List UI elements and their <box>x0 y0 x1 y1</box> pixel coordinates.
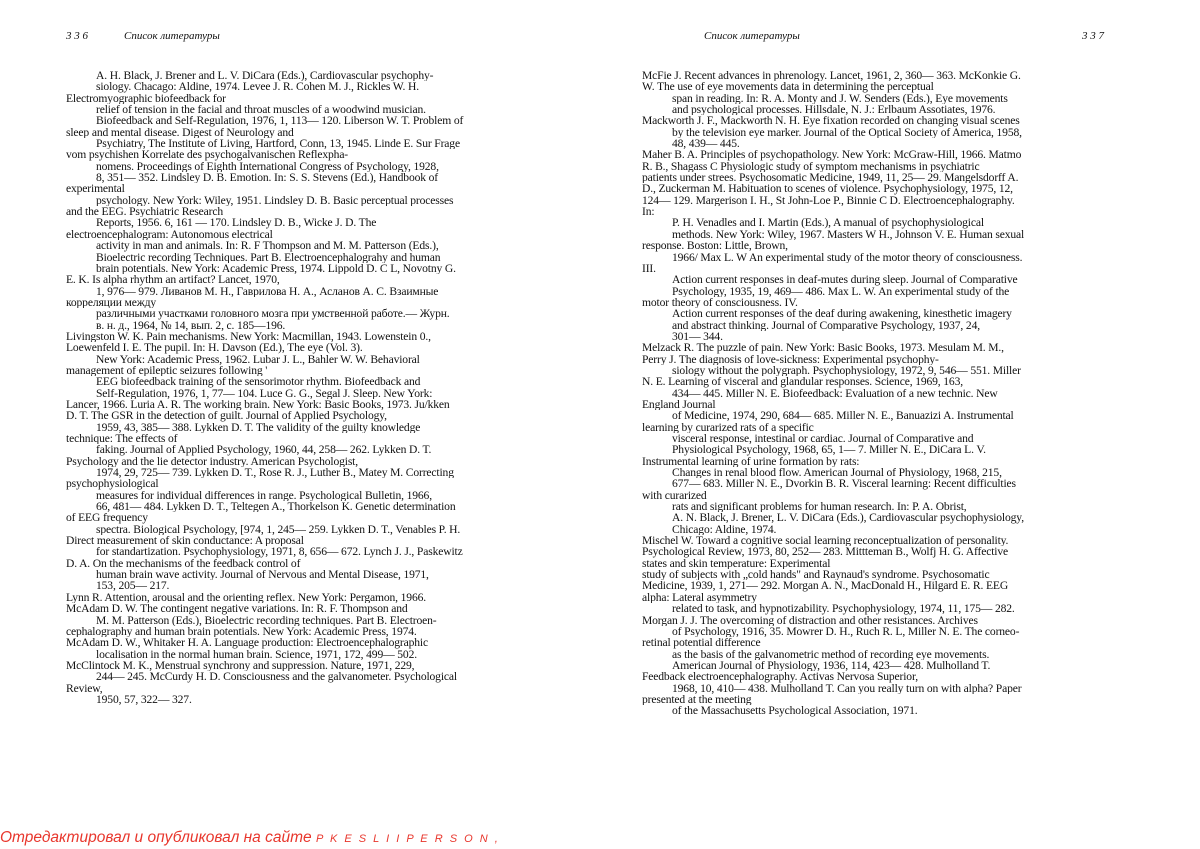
reference-line: Reports, 1956. 6, 161 — 170. Lindsley D. B., Wicke J. D. The <box>96 217 377 229</box>
reference-line: 48, 439— 445. <box>672 138 740 150</box>
reference-line: Electromyographic biofeedback for <box>66 92 226 105</box>
running-head <box>642 30 1104 48</box>
reference-line: Psychiatry, The Institute of Living, Hartford, Conn, 13, 1945. Linde E. Sur Frage <box>96 138 460 150</box>
reference-line: alpha: Lateral asymmetry <box>642 591 757 604</box>
reference-line: EEG biofeedback training of the sensorimotor rhythm. Biofeedback and <box>96 376 421 388</box>
reference-line: response. Boston: Little, Brown, <box>642 240 788 252</box>
reference-line: 124— 129. Margerison I. H., St John-Loe P., Binnie C D. Electroencephalography. <box>642 194 1015 207</box>
reference-line: by the television eye marker. Journal of the Optical Society of America, 1958, <box>672 126 1022 139</box>
reference-line: P. H. Venadles and I. Martin (Eds.), A manual of psychophysiological <box>672 217 984 229</box>
reference-line: R. B., Shagass C Physiologic study of symptom mechanisms in psychiatric <box>642 160 980 173</box>
reference-line: корреляции между <box>66 296 156 309</box>
reference-line: learning by curarized rats of a specific <box>642 421 814 433</box>
reference-line: relief of tension in the facial and throat muscles of a woodwind musician. <box>96 104 426 116</box>
running-head <box>66 30 536 48</box>
reference-line: Review, <box>66 682 103 694</box>
reference-line: Bioelectric recording Techniques. Part B. Electroencephalograhy and human <box>96 251 441 263</box>
reference-line: Melzack R. The puzzle of pain. New York: Basic Books, 1973. Mesulam M. M., <box>642 342 1004 354</box>
reference-line: of Psychology, 1916, 35. Mowrer D. H., Ruch R. L, Miller N. E. The corneo- <box>672 625 1020 638</box>
running-title: Список литературы <box>124 30 220 42</box>
reference-line: of Medicine, 1974, 290, 684— 685. Miller N. E., Banuazizi A. Instrumental <box>672 410 1014 422</box>
running-title: Список литературы <box>704 30 800 42</box>
reference-line: patients under strees. Psychosomatic Medicine, 1949, 11, 25— 29. Mangelsdorff A. <box>642 172 1019 184</box>
reference-line: Action current responses of the deaf during awakening, kinesthetic imagery <box>672 308 1012 320</box>
reference-line: 153, 205— 217. <box>96 580 170 592</box>
reference-line: Mischel W. Toward a cognitive social learning reconceptualization of personality. <box>642 535 1009 547</box>
reference-line: and the EEG. Psychiatric Research <box>66 206 223 218</box>
reference-line: 8, 351— 352. Lindsley D. B. Emotion. In: S. S. Stevens (Ed.), Handbook of <box>96 172 438 184</box>
reference-line: faking. Journal of Applied Psychology, 1960, 44, 258— 262. Lykken D. T. <box>96 444 432 456</box>
reference-line: England Journal <box>642 398 716 411</box>
reference-line: presented at the meeting <box>642 693 752 706</box>
reference-line: vom psychishen Korrelate des psychogalvanischen Reflexpha- <box>66 149 349 161</box>
reference-line: Psychology and the lie detector industry. American Psychologist, <box>66 455 359 468</box>
reference-line: Self-Regulation, 1976, 1, 77— 104. Luce G. G., Segal J. Sleep. New York: <box>96 387 433 399</box>
reference-line: Medicine, 1939, 1, 271— 292. Morgan A. N., MacDonald H., Hilgard E. R. EEG <box>642 580 1009 592</box>
page-number: 3 3 6 <box>66 30 88 42</box>
reference-line: of EEG frequency <box>66 512 148 524</box>
reference-line: D. T. The GSR in the detection of guilt. Journal of Applied Psychology, <box>66 410 387 422</box>
reference-line: 66, 481— 484. Lykken D. T., Teltegen A., Thorkelson K. Genetic determination <box>96 501 456 513</box>
reference-line: E. K. Is alpha rhythm an artifact? Lancet, 1970, <box>66 274 280 286</box>
reference-line: 677— 683. Miller N. E., Dvorkin B. R. Visceral learning: Recent difficulties <box>672 478 1016 490</box>
reference-line: D., Zuckerman M. Habituation to scenes of violence. Psychophysiology, 1975, 12, <box>642 183 1013 195</box>
reference-line: Biofeedback and Self-Regulation, 1976, 1, 113— 120. Liberson W. T. Problem of <box>96 115 464 127</box>
reference-line: measures for individual differences in range. Psychological Bulletin, 1966, <box>96 489 432 502</box>
reference-line: 1974, 29, 725— 739. Lykken D. T., Rose R. J., Luther B., Matey M. Correcting <box>96 467 454 479</box>
reference-line: 1968, 10, 410— 438. Mulholland T. Can you really turn on with alpha? Paper <box>672 682 1022 694</box>
reference-line: technique: The effects of <box>66 433 178 445</box>
reference-line: 1, 976— 979. Ливанов М. Н., Гаврилова Н. А., Асланов А. С. Взаимные <box>96 285 439 297</box>
reference-line: span in reading. In: R. A. Monty and J. W. Senders (Eds.), Eye movements <box>672 92 1008 105</box>
reference-line: Changes in renal blood flow. American Journal of Physiology, 1968, 215, <box>672 467 1002 479</box>
reference-line: spectra. Biological Psychology, [974, 1, 245— 259. Lykken D. T., Venables P. H. <box>96 523 461 536</box>
reference-line: III. <box>642 262 656 275</box>
reference-line: cephalography and human brain potentials. New York: Academic Press, 1974. <box>66 625 417 638</box>
reference-line: human brain wave activity. Journal of Nervous and Mental Disease, 1971, <box>96 569 429 581</box>
reference-line: Mackworth J. F., Mackworth N. H. Eye fixation recorded on changing visual scenes <box>642 115 1020 127</box>
reference-line: в. н. д., 1964, № 14, вып. 2, с. 185—196. <box>96 319 286 331</box>
reference-line: siology without the polygraph. Psychophysiology, 1972, 9, 546— 551. Miller <box>672 364 1021 377</box>
reference-line: Action current responses in deaf-mutes during sleep. Journal of Comparative <box>672 274 1018 286</box>
reference-line: McAdam D. W., Whitaker H. A. Language production: Electroencephalographic <box>66 637 428 649</box>
reference-line: 434— 445. Miller N. E. Biofeedback: Evaluation of a new technic. New <box>672 387 998 399</box>
reference-line: New York: Academic Press, 1962. Lubar J. L., Bahler W. W. Behavioral <box>96 353 420 365</box>
reference-line: D. A. On the mechanisms of the feedback control of <box>66 557 301 570</box>
reference-line: Instrumental learning of urine formation by rats: <box>642 455 860 468</box>
reference-line: In: <box>642 206 655 218</box>
reference-line: siology. Chacago: Aldine, 1974. Levee J. R. Cohen M. J., Rickles W. H. <box>96 81 420 93</box>
reference-line: and psychological processes. Hillsdale, N. J.: Erlbaum Assotiates, 1976. <box>672 104 996 116</box>
reference-line: psychology. New York: Wiley, 1951. Lindsley D. B. Basic perceptual processes <box>96 194 454 207</box>
reference-line: experimental <box>66 183 125 195</box>
reference-line: psychophysiological <box>66 478 159 490</box>
reference-line: Morgan J. J. The overcoming of distraction and other resistances. Archives <box>642 614 978 626</box>
publisher-footer <box>0 829 1200 847</box>
reference-line: различными участками головного мозга при умственной работе.— Журн. <box>96 308 450 320</box>
reference-line: related to task, and hypnotizability. Psychophysiology, 1974, 11, 175— 282. <box>672 603 1015 615</box>
footer-site-name: P K E S L I I P E R S O N , <box>315 833 500 845</box>
reference-line: M. M. Patterson (Eds.), Bioelectric recording techniques. Part B. Electroen- <box>96 614 437 626</box>
reference-line: brain potentials. New York: Academic Press, 1974. Lippold D. C L, Novotny G. <box>96 262 456 275</box>
reference-line: McFie J. Recent advances in phrenology. Lancet, 1961, 2, 360— 363. McKonkie G. <box>642 70 1021 82</box>
reference-line: W. The use of eye movements data in determining the perceptual <box>642 81 934 93</box>
reference-line: McAdam D. W. The contingent negative variations. In: R. F. Thompson and <box>66 603 408 615</box>
reference-line: Loewenfeld I. E. The pupil. In: H. Davson (Ed.), The eye (Vol. 3). <box>66 342 363 354</box>
reference-line: Feedback electroencephalography. Activas Nervosa Superior, <box>642 671 918 683</box>
reference-line: with curarized <box>642 489 707 502</box>
reference-line: nomens. Proceedings of Eighth International Congress of Psychology, 1928, <box>96 160 439 173</box>
reference-line: as the basis of the galvanometric method of recording eye movements. <box>672 648 990 660</box>
reference-line: 244— 245. McCurdy H. D. Consciousness and the galvanometer. Psychological <box>96 671 457 683</box>
page-number: 3 3 7 <box>1082 30 1104 42</box>
reference-list <box>66 70 536 705</box>
reference-line: for standartization. Psychophysiology, 1971, 8, 656— 672. Lynch J. J., Paskewitz <box>96 546 463 558</box>
reference-line: retinal potential difference <box>642 637 761 649</box>
reference-list <box>642 70 1104 717</box>
reference-line: sleep and mental disease. Digest of Neurology and <box>66 126 294 139</box>
reference-line: motor theory of consciousness. IV. <box>642 296 798 309</box>
reference-line: 1959, 43, 385— 388. Lykken D. T. The validity of the guilty knowledge <box>96 421 421 433</box>
reference-line: methods. New York: Wiley, 1967. Masters W H., Johnson V. E. Human sexual <box>672 228 1025 241</box>
reference-line: and abstract thinking. Journal of Comparative Psychology, 1937, 24, <box>672 319 980 331</box>
reference-line: Psychological Review, 1973, 80, 252— 283. Mittteman B., Wolfj H. G. Affective <box>642 546 1008 558</box>
reference-line: McClintock M. K., Menstrual synchrony and suppression. Nature, 1971, 229, <box>66 659 415 672</box>
reference-line: Direct measurement of skin conductance: A proposal <box>66 535 304 547</box>
reference-line: states and skin temperature: Experimental <box>642 557 831 570</box>
reference-line: 1966/ Max L. W An experimental study of the motor theory of consciousness. <box>672 251 1023 263</box>
reference-line: A. N. Black, J. Brener, L. V. DiCara (Eds.), Cardiovascular psychophysiology, <box>672 512 1024 524</box>
reference-line: Lancer, 1966. Luria A. R. The working brain. New York: Basic Books, 1973. Ju/kken <box>66 398 450 411</box>
reference-line: rats and significant problems for human research. In: P. A. Obrist, <box>672 501 967 513</box>
reference-line: management of epileptic seizures following ' <box>66 364 268 377</box>
reference-line: localisation in the normal human brain. Science, 1971, 172, 499— 502. <box>96 648 417 660</box>
reference-line: Perry J. The diagnosis of love-sickness: Experimental psychophy- <box>642 353 939 365</box>
reference-line: visceral response, intestinal or cardiac. Journal of Comparative and <box>672 433 974 445</box>
reference-line: electroencephalogram: Autonomous electrical <box>66 228 273 241</box>
reference-line: Livingston W. K. Pain mechanisms. New York: Macmillan, 1943. Lowenstein 0., <box>66 330 431 343</box>
reference-line: N. E. Learning of visceral and glandular responses. Science, 1969, 163, <box>642 376 963 388</box>
reference-line: American Journal of Physiology, 1936, 114, 423— 428. Mulholland T. <box>672 659 991 672</box>
reference-line: of the Massachusetts Psychological Association, 1971. <box>672 705 918 717</box>
reference-line: 1950, 57, 322— 327. <box>96 693 192 706</box>
reference-line: activity in man and animals. In: R. F Thompson and M. M. Patterson (Eds.), <box>96 240 439 252</box>
reference-line: Physiological Psychology, 1968, 65, 1— 7. Miller N. E., DiCara L. V. <box>672 444 986 456</box>
reference-line: Psychology, 1935, 19, 469— 486. Max L. W. An experimental study of the <box>672 285 1010 297</box>
footer-text: Отредактировал и опубликовал на сайте <box>0 829 312 846</box>
reference-line: Chicago: Aldine, 1974. <box>672 523 777 536</box>
reference-line: Maher B. A. Principles of psychopathology. New York: McGraw-Hill, 1966. Matmo <box>642 149 1022 161</box>
reference-line: A. H. Black, J. Brener and L. V. DiCara (Eds.), Cardiovascular psychophy- <box>96 70 434 82</box>
reference-line: study of subjects with „cold hands" and Raynaud's syndrome. Psychosomatic <box>642 569 990 581</box>
reference-line: 301— 344. <box>672 330 723 343</box>
reference-line: Lynn R. Attention, arousal and the orienting reflex. New York: Pergamon, 1966. <box>66 591 427 604</box>
